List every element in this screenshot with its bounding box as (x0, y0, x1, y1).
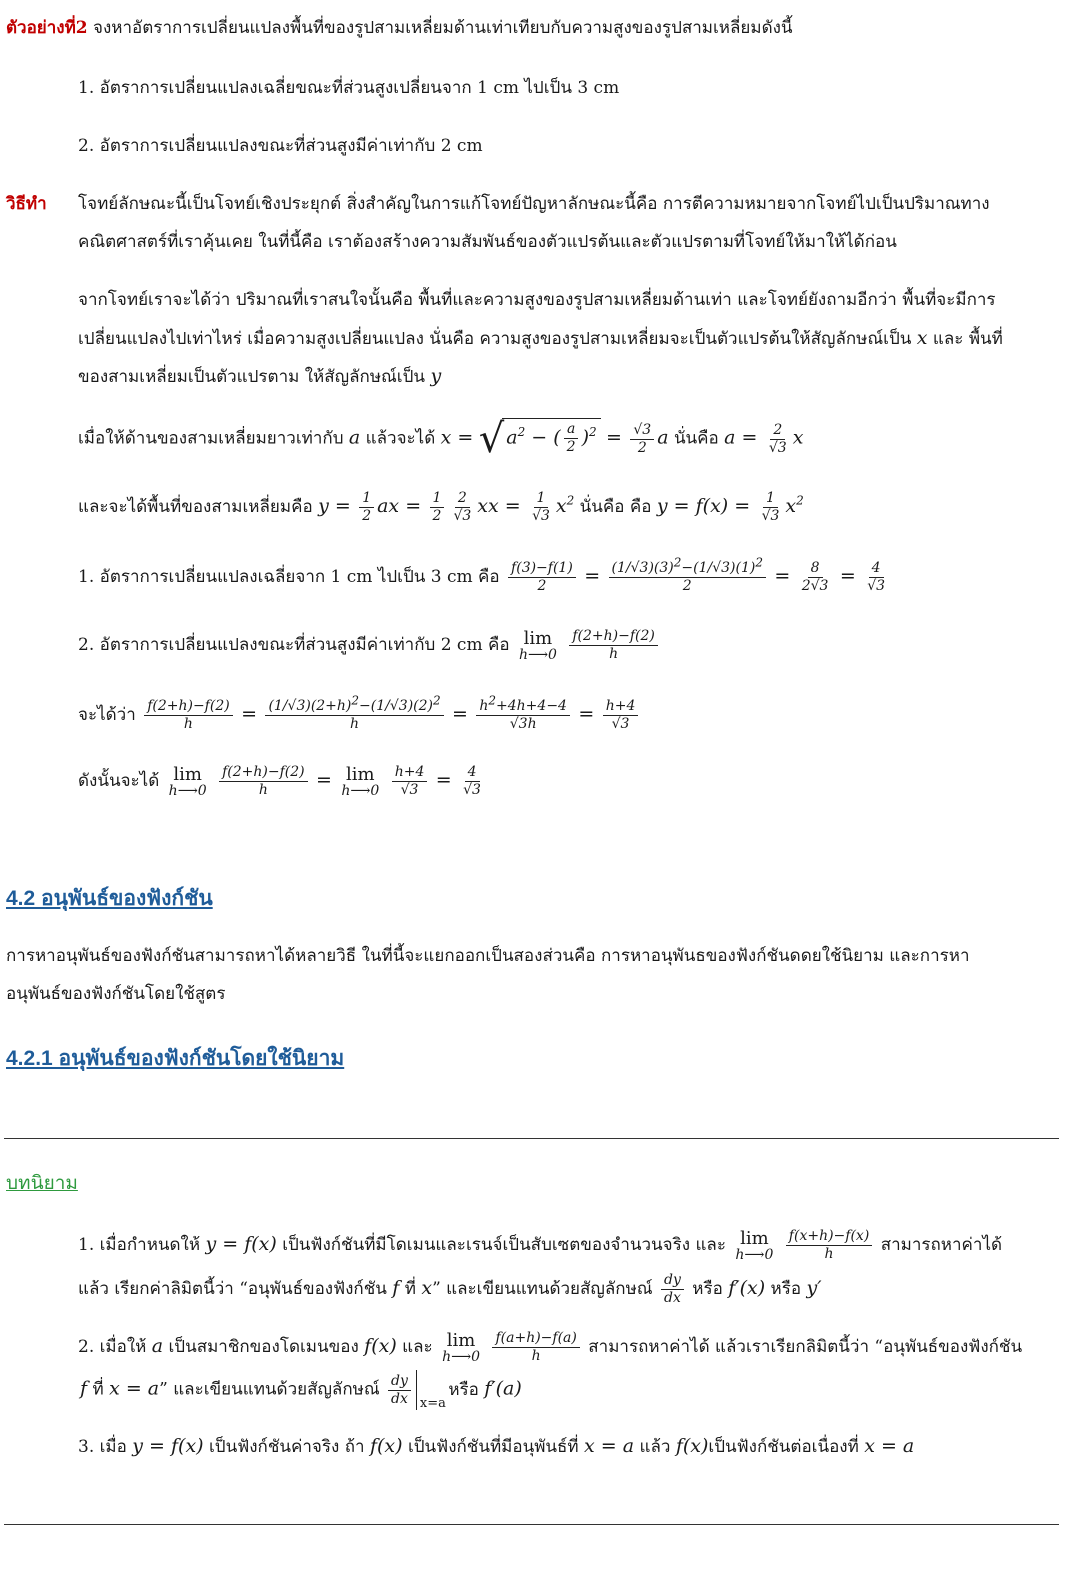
divider-top (4, 1138, 1059, 1139)
fraction: $\frac{h+4}{√3}$ (392, 764, 428, 799)
math: y = f(x) (205, 1233, 277, 1255)
math: = (452, 703, 468, 725)
definition-label-text: บทนิยาม (6, 1172, 78, 1194)
equation-average-rate (78, 555, 1087, 595)
radical-sign: √ (478, 416, 505, 462)
question-2: 2. อัตราการเปลี่ยนแปลงขณะที่ส่วนสูงมีค่าเท่ากับ 2 cm (78, 136, 483, 156)
math: xx = (477, 495, 521, 517)
equation-instant-rate (78, 628, 1087, 663)
fraction: $\frac{f(2+h)-f(2)}{h}$ (569, 628, 658, 663)
limit: lim h⟶0 (518, 627, 557, 663)
solution-p2-line3 (78, 364, 1087, 389)
eq5-text: จะได้ว่า (78, 705, 136, 725)
math: x = a (584, 1435, 635, 1457)
math: x (421, 1277, 433, 1299)
fraction: $\frac{h+4}{√3}$ (603, 698, 639, 733)
math: = (606, 426, 622, 449)
math: f′(x) (728, 1277, 766, 1299)
d1-line2-text: แล้ว เรียกค่าลิมิตนี้ว่า “อนุพันธ์ของฟังก์ชัน (78, 1279, 387, 1299)
solution-p2-line2 (78, 326, 1087, 351)
fraction: $\frac{1}{√3}$ (532, 490, 550, 524)
fraction: $\frac{4}{√3}$ (463, 764, 481, 798)
example-heading (6, 16, 1087, 40)
fraction: $\frac{2}{√3}$ (768, 421, 787, 456)
d1-line2-text-d: หรือ (692, 1279, 723, 1299)
math: f(x) (675, 1435, 709, 1457)
p2-line3-text: ของสามเหลี่ยมเป็นตัวแปรตาม ให้สัญลักษณ์เป็น (78, 367, 426, 387)
math: = (584, 565, 601, 587)
d2-line2-text: ที่ (92, 1379, 104, 1400)
evaluation-bar: x=a (416, 1370, 417, 1410)
fraction: $\frac{dy}{dx}$ (661, 1272, 684, 1307)
equation-difference-quotient (78, 693, 1087, 733)
example-prompt: จงหาอัตราการเปลี่ยนแปลงพื้นที่ของรูปสามเหลี่ยมด้านเท่าเทียบกับความสูงของรูปสามเหลี่ยมดังนี้ (93, 18, 793, 38)
eq2-text: และจะได้พื้นที่ของสามเหลี่ยมคือ (78, 497, 313, 517)
math: y′ (806, 1277, 822, 1299)
p2-line2-text: เปลี่ยนแปลงไปเท่าไหร่ เมื่อความสูงเปลี่ยนแปลง นั่นคือ ความสูงของรูปสามเหลี่ยมจะเป็นตัวแปรต้นให้สัญลักษณ์เป็น (78, 329, 912, 349)
divider-bottom (4, 1524, 1059, 1525)
math: y = (318, 495, 351, 517)
math: = (774, 565, 791, 587)
d3-text-c: เป็นฟังก์ชันที่มีอนุพันธ์ที่ (407, 1437, 579, 1457)
d1-line2-text-c: ” และเขียนแทนด้วยสัญลักษณ์ (432, 1279, 653, 1299)
d2-text: 2. เมื่อให้ (78, 1337, 147, 1357)
solution-p1-line1: โจทย์ลักษณะนี้เป็นโจทย์เชิงประยุกต์ สิ่งสำคัญในการแก้โจทย์ปัญหาลักษณะนี้คือ การตีความหมายจากโจทย์ไปเป็นปริมาณทาง (78, 194, 990, 214)
math: f(x) (364, 1335, 397, 1357)
limit: lim h⟶0 (735, 1227, 774, 1263)
d2-line2-text-b: ” และเขียนแทนด้วยสัญลักษณ์ (159, 1379, 380, 1400)
math: f(x) (369, 1435, 403, 1457)
section-heading-4-2[interactable] (6, 882, 1087, 915)
math: x = a (864, 1435, 915, 1457)
definition-3 (78, 1434, 1087, 1459)
fraction: $\frac{dy}{dx}$ (388, 1373, 411, 1408)
definition-label (6, 1168, 1087, 1198)
d3-text: 3. เมื่อ (78, 1437, 127, 1457)
d1-text: 1. เมื่อกำหนดให้ (78, 1235, 201, 1255)
fraction: $\frac{f(x+h)-f(x)}{h}$ (786, 1228, 872, 1263)
equation-limit-result (78, 764, 1087, 799)
fraction: $\frac{f(a+h)-f(a)}{h}$ (492, 1330, 579, 1365)
symbol-x: x (916, 327, 928, 349)
math: a (151, 1335, 164, 1357)
eq1-text: เมื่อให้ด้านของสามเหลี่ยมยาวเท่ากับ (78, 428, 344, 449)
d3-text-b: เป็นฟังก์ชันค่าจริง ถ้า (208, 1437, 365, 1457)
fraction: $\frac{1}{√3}$ (761, 490, 780, 524)
math: $x^2$ (785, 493, 804, 517)
radicand: $a^2$ − ( $\frac{a}{2}$ )$^2$ (502, 418, 600, 456)
limit: lim h⟶0 (341, 763, 380, 799)
fraction: $\frac{4}{√3}$ (867, 560, 886, 594)
eq1-text-b: แล้วจะได้ (365, 428, 436, 449)
d2-text-b: เป็นสมาชิกของโดเมนของ (168, 1337, 359, 1357)
solution-p1-line2: คณิตศาสตร์ที่เราคุ้นเคย ในที่นี้คือ เราต้องสร้างความสัมพันธ์ของตัวแปรต้นและตัวแปรตามที่โจทย์ให้มาให้ได้ก่อน (78, 232, 897, 252)
math: = (316, 769, 332, 791)
math: f′(a) (484, 1377, 522, 1400)
d1-text-b: เป็นฟังก์ชันที่มีโดเมนและเรนจ์เป็นสับเซตของจำนวนจริง และ (282, 1235, 726, 1255)
math: ax = (377, 495, 422, 517)
math: a (348, 426, 361, 449)
definition-2-line1 (78, 1330, 1087, 1365)
fraction: $\frac{1}{2}$ (359, 490, 374, 525)
d2-text-c: และ (402, 1337, 433, 1357)
p2-line2-text-b: และ พื้นที่ (932, 329, 1003, 349)
d1-line2-text-e: หรือ (770, 1279, 802, 1299)
math: f (80, 1377, 88, 1400)
d3-text-e: เป็นฟังก์ชันต่อเนื่องที่ (708, 1437, 859, 1457)
d3-text-d: แล้ว (639, 1437, 671, 1457)
limit: lim h⟶0 (442, 1329, 481, 1365)
fraction: $\frac{f(2+h)-f(2)}{h}$ (219, 764, 308, 799)
math: $x^2$ (555, 493, 575, 517)
eq2-text-b: นั่นคือ คือ (579, 497, 652, 517)
section-intro-line2: อนุพันธ์ของฟังก์ชันโดยใช้สูตร (6, 984, 226, 1004)
math: = (435, 769, 452, 791)
d2-line2-text-c: หรือ (448, 1379, 479, 1400)
math: = (578, 703, 595, 725)
math: = (839, 565, 856, 587)
fraction: $\frac{2}{√3}$ (453, 490, 472, 524)
sub-heading-text[interactable]: 4.2.1 อนุพันธ์ของฟังก์ชันโดยใช้นิยาม (6, 1047, 345, 1070)
definition-2-line2 (80, 1370, 1087, 1410)
eq6-text: ดังนั้นจะได้ (78, 771, 160, 791)
fraction: $\frac{(1/√3)(3)^2-(1/√3)(1)^2}{2}$ (609, 560, 766, 595)
limit: lim h⟶0 (168, 763, 207, 799)
math: x = (440, 426, 474, 449)
fraction: $\frac{f(2+h)-f(2)}{h}$ (144, 698, 233, 733)
d1-text-c: สามารถหาค่าได้ (880, 1235, 1003, 1255)
example-label: ตัวอย่างที่2 (6, 18, 88, 38)
d2-text-d: สามารถหาค่าได้ แล้วเราเรียกลิมิตนี้ว่า “อนุพันธ์ของฟังก์ชัน (588, 1337, 1023, 1357)
fraction: $\frac{√3}{2}$ (630, 422, 654, 457)
eq1-text-c: นั่นคือ (673, 428, 719, 449)
sub-heading-4-2-1[interactable] (6, 1042, 1087, 1075)
fraction: $\frac{f(3)-f(1)}{2}$ (508, 560, 576, 595)
math: a (657, 426, 669, 449)
d1-line2-text-b: ที่ (404, 1279, 416, 1299)
equation-side-length (78, 416, 1087, 462)
math: f (392, 1277, 400, 1299)
math: a = (724, 426, 758, 449)
math: = (241, 703, 258, 725)
math: y = f(x) = (656, 495, 751, 517)
solution-p2-line1: จากโจทย์เราจะได้ว่า ปริมาณที่เราสนใจนั้นคือ พื้นที่และความสูงของรูปสามเหลี่ยมด้านเท่า และโจทย์ยังถามอีกว่า พื้นที่จะมีการ (78, 290, 996, 310)
equation-area (78, 490, 1087, 525)
symbol-y: y (430, 365, 442, 387)
fraction: $\frac{8}{2√3}$ (801, 560, 829, 594)
eq3-text: 1. อัตราการเปลี่ยนแปลงเฉลี่ยจาก 1 cm ไปเป็น 3 cm คือ (78, 567, 500, 587)
math: x = a (109, 1377, 160, 1400)
eq4-text: 2. อัตราการเปลี่ยนแปลงขณะที่ส่วนสูงมีค่าเท่ากับ 2 cm คือ (78, 635, 510, 655)
section-intro-line1: การหาอนุพันธ์ของฟังก์ชันสามารถหาได้หลายวิธี ในที่นี้จะแยกออกเป็นสองส่วนคือ การหาอนุพันธของฟังก์ชันดดยใช้นิยาม และการหา (6, 946, 970, 966)
fraction: $\frac{(1/√3)(2+h)^2-(1/√3)(2)^2}{h}$ (265, 698, 443, 733)
math: x (792, 426, 804, 449)
math: y = f(x) (132, 1435, 204, 1457)
fraction: $\frac{h^2+4h+4-4}{√3h}$ (476, 698, 570, 733)
question-1: 1. อัตราการเปลี่ยนแปลงเฉลี่ยขณะที่ส่วนสูงเปลี่ยนจาก 1 cm ไปเป็น 3 cm (78, 78, 620, 98)
definition-1-line2 (78, 1272, 1087, 1307)
solution-label-text: วิธีทำ (6, 194, 47, 214)
section-heading-text[interactable]: 4.2 อนุพันธ์ของฟังก์ชัน (6, 887, 213, 910)
definition-1-line1 (78, 1228, 1087, 1263)
fraction: $\frac{1}{2}$ (430, 490, 445, 525)
